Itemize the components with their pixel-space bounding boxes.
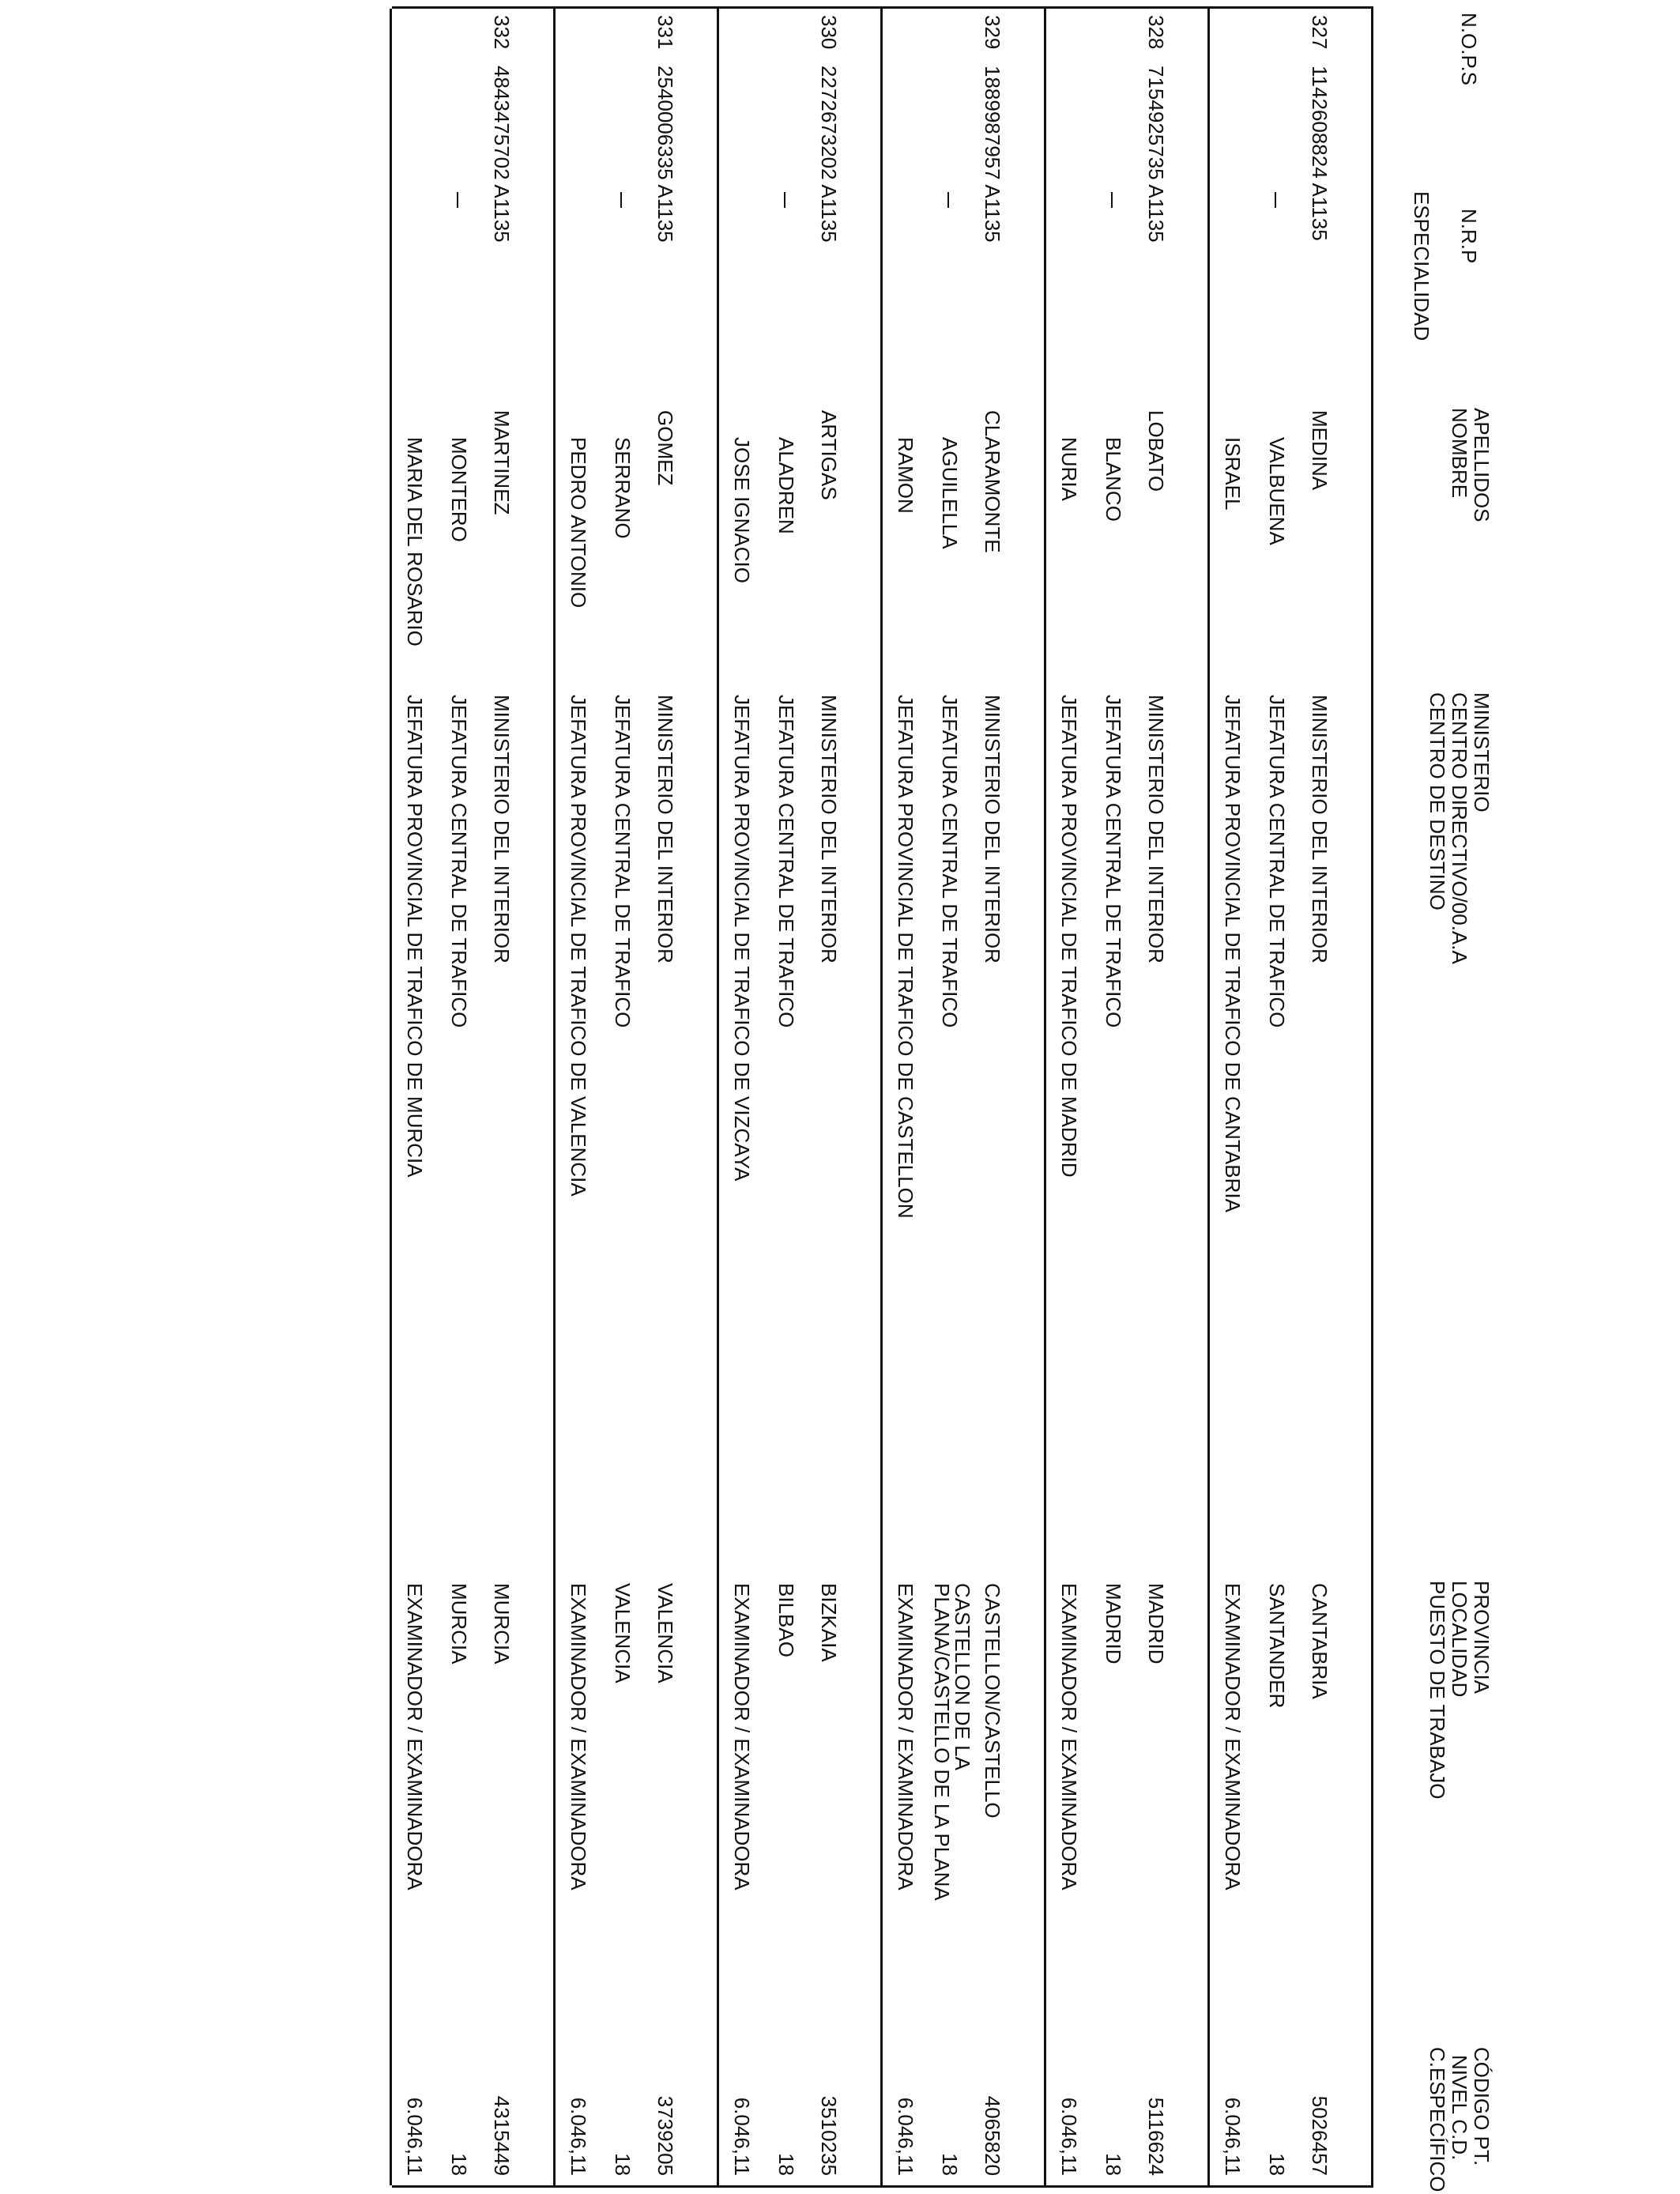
especifico-cell: 6.046,11	[1057, 2097, 1081, 2176]
especifico-cell: 6.046,11	[567, 2097, 590, 2176]
apellido1-cell: GOMEZ	[654, 410, 677, 486]
nombre-cell: ISRAEL	[1221, 437, 1245, 511]
nops-cell: 329	[981, 15, 1004, 50]
ministerio-cell: MINISTERIO DEL INTERIOR	[654, 695, 677, 963]
puesto-cell: EXAMINADOR / EXAMINADORA	[1221, 1583, 1245, 1891]
column-header-especifico: C.ESPECÍFICO	[1426, 2047, 1449, 2192]
localidad-line-2: PLANA/CASTELLO DE LA PLANA	[930, 1583, 954, 1901]
column-header-centro-directivo: CENTRO DIRECTIVO/00.A.A	[1448, 692, 1471, 964]
column-header-puesto: PUESTO DE TRABAJO	[1426, 1581, 1449, 1800]
centro-destino-cell: JEFATURA PROVINCIAL DE TRAFICO DE CANTABRIA	[1221, 695, 1245, 1212]
nivel-cell: 18	[938, 2153, 962, 2176]
nrp-cell: 1889987957 A1135	[981, 66, 1004, 243]
especialidad-dash	[784, 192, 785, 208]
localidad-cell: MURCIA	[447, 1583, 471, 1664]
ministerio-cell: MINISTERIO DEL INTERIOR	[490, 695, 514, 963]
provincia-cell: BIZKAIA	[817, 1583, 841, 1662]
column-header-ministerio: MINISTERIO	[1470, 692, 1494, 812]
ministerio-cell: MINISTERIO DEL INTERIOR	[817, 695, 841, 963]
nombre-cell: RAMON	[894, 437, 917, 514]
table-row	[390, 9, 553, 2185]
especifico-cell: 6.046,11	[730, 2097, 754, 2176]
centro-directivo-cell: JEFATURA CENTRAL DE TRAFICO	[774, 695, 798, 1028]
especialidad-dash	[1111, 192, 1113, 208]
localidad-cell: SANTANDER	[1265, 1583, 1289, 1709]
records-table	[392, 6, 1373, 2188]
nombre-cell: NURIA	[1057, 437, 1081, 501]
nrp-cell: 7154925735 A1135	[1144, 66, 1168, 243]
apellido2-cell: MONTERO	[447, 437, 471, 542]
nops-cell: 330	[817, 15, 841, 50]
nrp-cell: 1142608824 A1135	[1308, 66, 1332, 241]
centro-directivo-cell: JEFATURA CENTRAL DE TRAFICO	[611, 695, 635, 1028]
puesto-cell: EXAMINADOR / EXAMINADORA	[403, 1583, 427, 1891]
especialidad-dash	[457, 192, 458, 208]
table-row	[553, 9, 717, 2185]
column-header-centro-destino: CENTRO DE DESTINO	[1426, 692, 1449, 910]
column-header-nombre: NOMBRE	[1448, 408, 1471, 499]
centro-destino-cell: JEFATURA PROVINCIAL DE TRAFICO DE VIZCAYA	[730, 695, 754, 1182]
especifico-cell: 6.046,11	[403, 2097, 427, 2176]
nivel-cell: 18	[1265, 2153, 1289, 2176]
table-row	[1044, 9, 1207, 2185]
centro-directivo-cell: JEFATURA CENTRAL DE TRAFICO	[938, 695, 962, 1028]
column-header-nops: N.O.P.S	[1457, 13, 1481, 86]
codigo-cell: 4315449	[490, 2095, 514, 2176]
localidad-cell: MADRID	[1102, 1583, 1125, 1664]
apellido2-cell: AGUILELLA	[938, 437, 962, 549]
puesto-cell: EXAMINADOR / EXAMINADORA	[894, 1583, 917, 1891]
apellido2-cell: BLANCO	[1102, 437, 1125, 522]
puesto-cell: EXAMINADOR / EXAMINADORA	[567, 1583, 590, 1891]
ministerio-cell: MINISTERIO DEL INTERIOR	[981, 695, 1004, 963]
centro-destino-cell: JEFATURA PROVINCIAL DE TRAFICO DE MADRID	[1057, 695, 1081, 1178]
table-row	[717, 9, 880, 2185]
especialidad-dash	[620, 192, 622, 208]
column-header-especialidad: ESPECIALIDAD	[1410, 191, 1433, 341]
nrp-cell: 2272673202 A1135	[817, 66, 841, 243]
puesto-cell: EXAMINADOR / EXAMINADORA	[1057, 1583, 1081, 1891]
especialidad-dash	[947, 192, 949, 208]
column-header-provincia: PROVINCIA	[1470, 1581, 1494, 1695]
centro-directivo-cell: JEFATURA CENTRAL DE TRAFICO	[447, 695, 471, 1028]
nops-cell: 328	[1144, 15, 1168, 50]
column-header-apellidos: APELLIDOS	[1470, 408, 1494, 522]
codigo-cell: 5026457	[1308, 2095, 1332, 2176]
codigo-cell: 3739205	[654, 2095, 677, 2176]
provincia-cell: CASTELLON/CASTELLO	[981, 1583, 1004, 1819]
codigo-cell: 4065820	[981, 2095, 1004, 2176]
nivel-cell: 18	[774, 2153, 798, 2176]
apellido1-cell: ARTIGAS	[817, 410, 841, 500]
apellido1-cell: CLARAMONTE	[981, 410, 1004, 553]
localidad-cell: BILBAO	[774, 1583, 798, 1657]
nops-cell: 331	[654, 15, 677, 50]
column-header-codigo: CÓDIGO PT.	[1470, 2047, 1494, 2166]
apellido1-cell: MARTINEZ	[490, 410, 514, 515]
nrp-cell: 2540006335 A1135	[654, 66, 677, 243]
apellido2-cell: VALBUENA	[1265, 437, 1289, 545]
provincia-cell: VALENCIA	[654, 1583, 677, 1683]
nops-cell: 332	[490, 15, 514, 50]
column-header-localidad: LOCALIDAD	[1448, 1581, 1471, 1698]
apellido1-cell: MEDINA	[1308, 410, 1332, 491]
nrp-cell: 4843475702 A1135	[490, 66, 514, 243]
table-row	[1207, 9, 1371, 2185]
localidad-line-1: CASTELLON DE LA	[951, 1583, 974, 1770]
centro-destino-cell: JEFATURA PROVINCIAL DE TRAFICO DE VALENCIA	[567, 695, 590, 1197]
nombre-cell: JOSE IGNACIO	[730, 437, 754, 583]
nops-cell: 327	[1308, 15, 1332, 50]
especialidad-dash	[1275, 192, 1276, 208]
centro-destino-cell: JEFATURA PROVINCIAL DE TRAFICO DE MURCIA	[403, 695, 427, 1178]
nivel-cell: 18	[1102, 2153, 1125, 2176]
provincia-cell: CANTABRIA	[1308, 1583, 1332, 1699]
centro-directivo-cell: JEFATURA CENTRAL DE TRAFICO	[1265, 695, 1289, 1028]
apellido1-cell: LOBATO	[1144, 410, 1168, 492]
column-header-nivel: NIVEL C.D.	[1448, 2055, 1471, 2161]
localidad-cell: VALENCIA	[611, 1583, 635, 1683]
especifico-cell: 6.046,11	[1221, 2097, 1245, 2176]
apellido2-cell: SERRANO	[611, 437, 635, 539]
nivel-cell: 18	[611, 2153, 635, 2176]
nivel-cell: 18	[447, 2153, 471, 2176]
localidad-cell	[932, 1583, 973, 1901]
codigo-cell: 3510235	[817, 2095, 841, 2176]
especifico-cell: 6.046,11	[894, 2097, 917, 2176]
ministerio-cell: MINISTERIO DEL INTERIOR	[1308, 695, 1332, 963]
nombre-cell: MARIA DEL ROSARIO	[403, 437, 427, 647]
centro-directivo-cell: JEFATURA CENTRAL DE TRAFICO	[1102, 695, 1125, 1028]
centro-destino-cell: JEFATURA PROVINCIAL DE TRAFICO DE CASTELLON	[894, 695, 917, 1219]
column-header-nrp: N.R.P	[1457, 209, 1481, 264]
table-row	[880, 9, 1044, 2185]
provincia-cell: MADRID	[1144, 1583, 1168, 1664]
apellido2-cell: ALADREN	[774, 437, 798, 534]
ministerio-cell: MINISTERIO DEL INTERIOR	[1144, 695, 1168, 963]
nombre-cell: PEDRO ANTONIO	[567, 437, 590, 609]
provincia-cell: MURCIA	[490, 1583, 514, 1664]
codigo-cell: 5116624	[1144, 2097, 1168, 2176]
puesto-cell: EXAMINADOR / EXAMINADORA	[730, 1583, 754, 1891]
